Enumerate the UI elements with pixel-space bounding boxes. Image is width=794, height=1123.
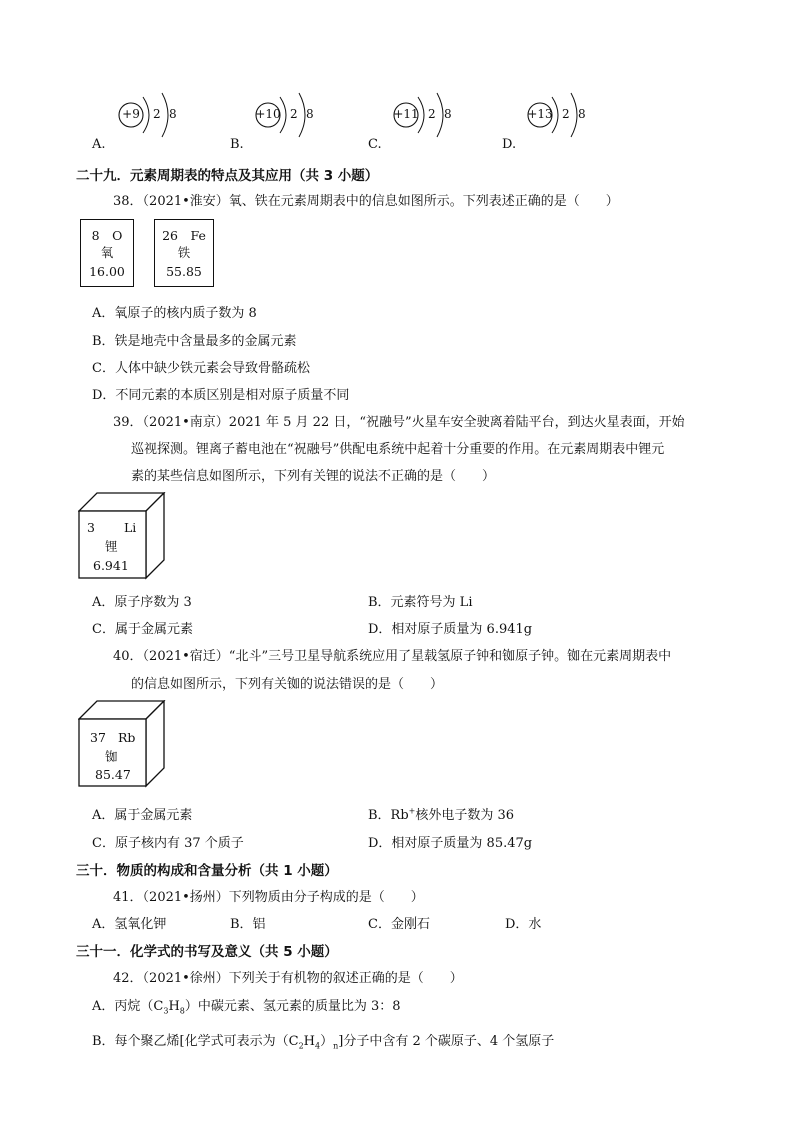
q42-a-text1: A．丙烷（C [92,999,164,1014]
atom-diagram [255,92,325,138]
lithium-atomic-number: 3 [87,520,95,535]
atom-diagram [527,92,597,138]
oxygen-element-box [80,219,134,287]
q42-b-text1: B．每个聚乙烯[化学式可表示为（C [92,1034,299,1049]
q40-stem-line2: 的信息如图所示，下列有关铷的说法错误的是（ ） [131,677,444,692]
lithium-name: 锂 [105,539,118,554]
electron-shell-arc [437,93,443,137]
q39-option-a: A．原子序数为 3 [92,595,192,610]
shell-2-electrons: 8 [578,107,586,121]
nucleus-charge: +13 [527,107,553,121]
section-31-title: 三十一．化学式的书写及意义（共 5 小题） [76,944,338,960]
lithium-mass: 6.941 [93,558,129,573]
q42-a-text2: H [168,999,180,1014]
q38-stem: 38．（2021•淮安）氧、铁在元素周期表中的信息如图所示。下列表述正确的是（ ） [113,194,619,209]
rubidium-atomic-number: 37 [90,730,106,745]
q42-b-text3: ） [320,1034,334,1049]
shell-2-electrons: 8 [169,107,177,121]
rubidium-symbol: Rb [118,730,136,745]
lithium-element-cube [78,492,166,580]
oxygen-number-symbol: 8 O [91,228,123,243]
q39-stem-line1: 39．（2021•南京）2021 年 5 月 22 日，“祝融号”火星车安全驶离着陆平台，到达火星表面，开始 [113,415,685,430]
shell-1-electrons: 2 [562,107,570,121]
rubidium-mass: 85.47 [95,767,131,782]
q40-option-c: C．原子核内有 37 个质子 [92,836,244,851]
section-29-title: 二十九．元素周期表的特点及其应用（共 3 小题） [76,168,379,184]
section-30-title: 三十．物质的构成和含量分析（共 1 小题） [76,863,338,879]
shell-2-electrons: 8 [444,107,452,121]
electron-shell-arc [162,93,168,137]
q42-b-sub1: 2 [298,1041,304,1051]
q38-option-d: D．不同元素的本质区别是相对原子质量不同 [92,388,350,403]
q42-option-a [92,995,401,1016]
q39-option-c: C．属于金属元素 [92,622,193,637]
atom-option-label: A. [92,137,106,152]
atom-diagram [393,92,463,138]
q40-option-d: D．相对原子质量为 85.47g [368,836,533,851]
q41-stem: 41．（2021•扬州）下列物质由分子构成的是（ ） [113,890,424,905]
q42-stem: 42．（2021•徐州）下列关于有机物的叙述正确的是（ ） [113,971,463,986]
shell-1-electrons: 2 [290,107,298,121]
q39-option-b: B．元素符号为 Li [368,595,473,610]
q42-a-text3: ）中碳元素、氢元素的质量比为 3：8 [184,999,401,1014]
shell-1-electrons: 2 [428,107,436,121]
shell-1-electrons: 2 [153,107,161,121]
electron-shell-arc [299,93,305,137]
q42-a-sub2: 8 [179,1006,185,1016]
q42-option-b [92,1030,554,1051]
q42-b-sub2: 4 [315,1041,321,1051]
nucleus-charge: +10 [255,107,281,121]
rubidium-name: 铷 [105,749,118,764]
q41-option-d: D．水 [505,917,542,932]
q39-option-d: D．相对原子质量为 6.941g [368,622,533,637]
nucleus-charge: +11 [393,107,419,121]
rubidium-element-cube [78,700,166,788]
q40-option-b [368,804,514,823]
q41-option-a: A．氢氧化钾 [92,917,167,932]
iron-name: 铁 [177,245,191,260]
q38-option-a: A．氧原子的核内质子数为 8 [92,306,257,321]
shell-2-electrons: 8 [306,107,314,121]
nucleus-charge: +9 [122,107,140,121]
q40-stem-line1: 40．（2021•宿迁）“北斗”三号卫星导航系统应用了星载氢原子钟和铷原子钟。铷在元素周期表中 [113,649,672,664]
q38-option-c: C．人体中缺少铁元素会导致骨骼疏松 [92,361,310,376]
atom-option-label: D. [502,137,517,152]
atom-option-label: C. [368,137,382,152]
oxygen-name: 氧 [100,245,114,260]
lithium-symbol: Li [124,520,137,535]
q40-option-b-charge: + [408,806,416,816]
q39-stem-line3: 素的某些信息如图所示，下列有关锂的说法不正确的是（ ） [131,469,496,484]
atom-diagram [118,92,188,138]
q40-option-a: A．属于金属元素 [92,808,193,823]
q40-option-b-prefix: B．Rb [368,808,409,823]
iron-mass: 55.85 [166,264,202,279]
q42-b-text4: ]分子中含有 2 个碳原子、4 个氢原子 [338,1034,555,1049]
q42-b-sub3: n [333,1041,339,1051]
iron-number-symbol: 26 Fe [162,228,206,243]
q40-option-b-text: 核外电子数为 36 [415,808,515,823]
iron-element-box [154,219,214,287]
atom-option-label: B. [230,137,244,152]
q42-b-text2: H [303,1034,316,1049]
q41-option-b: B．铝 [230,917,266,932]
oxygen-mass: 16.00 [89,264,125,279]
q39-stem-line2: 巡视探测。锂离子蓄电池在“祝融号”供配电系统中起着十分重要的作用。在元素周期表中锂元 [131,442,665,457]
q42-a-sub1: 3 [163,1006,169,1016]
q41-option-c: C．金刚石 [368,917,430,932]
q38-option-b: B．铁是地壳中含量最多的金属元素 [92,334,297,349]
electron-shell-arc [571,93,577,137]
